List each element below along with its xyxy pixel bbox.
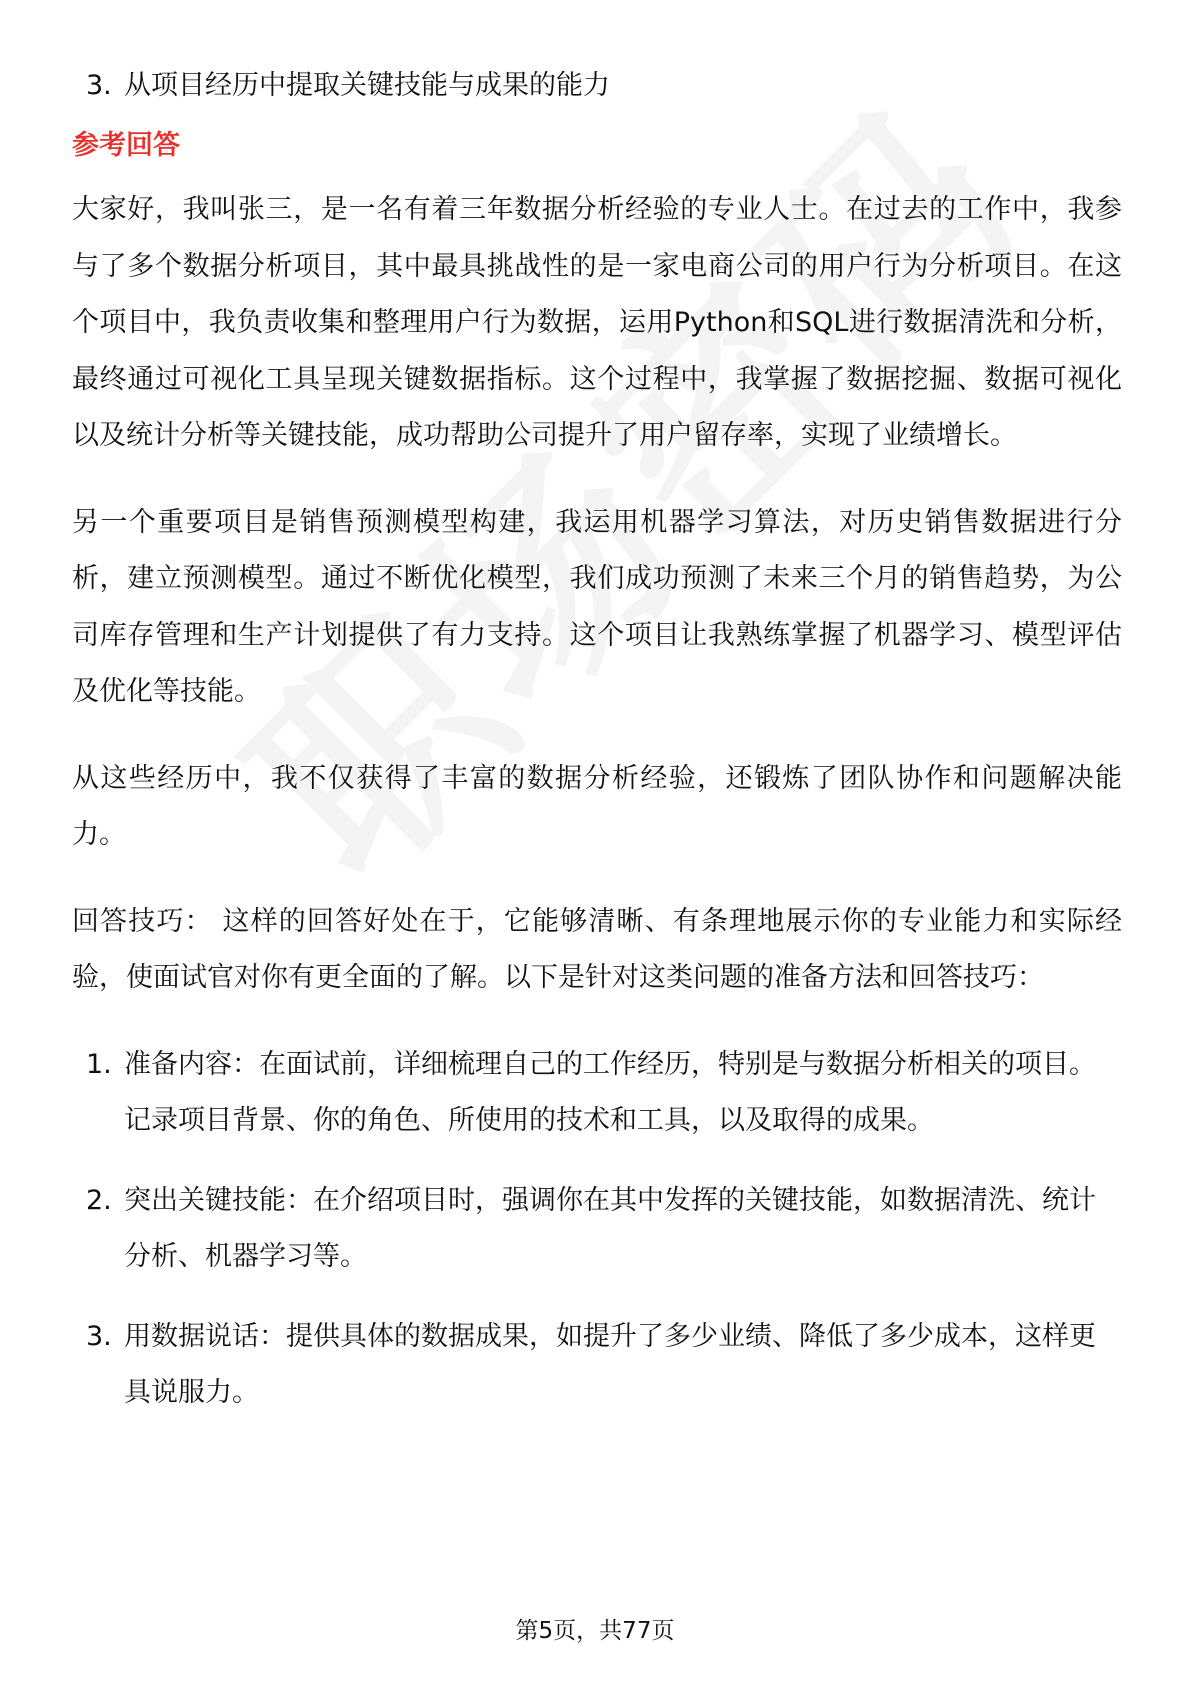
list-number: 3. <box>86 70 112 101</box>
paragraph-second-project: 另一个重要项目是销售预测模型构建，我运用机器学习算法，对历史销售数据进行分析，建立预测模型。通过不断优化模型，我们成功预测了未来三个月的销售趋势，为公司库存管理和生产计划提供了有力支持。这个项目让我熟练掌握了机器学习、模型评估及优化等技能。 <box>72 506 1122 707</box>
tip-text: 突出关键技能：在介绍项目时，强调你在其中发挥的关键技能，如数据清洗、统计分析、机器学习等。 <box>124 1184 1096 1272</box>
tip-number: 1. <box>86 1048 112 1080</box>
list-text: 从项目经历中提取关键技能与成果的能力 <box>124 70 610 101</box>
question-list-item <box>72 58 1122 114</box>
tip-item-2 <box>72 1173 1122 1285</box>
tip-number: 3. <box>86 1320 112 1352</box>
document-content <box>72 58 1122 1421</box>
paragraph-summary: 从这些经历中，我不仅获得了丰富的数据分析经验，还锻炼了团队协作和问题解决能力。 <box>72 762 1122 850</box>
paragraph-tips-intro: 回答技巧： 这样的回答好处在于，它能够清晰、有条理地展示你的专业能力和实际经验，使面试官对你有更全面的了解。以下是针对这类问题的准备方法和回答技巧： <box>72 905 1122 993</box>
tip-text: 准备内容：在面试前，详细梳理自己的工作经历，特别是与数据分析相关的项目。记录项目背景、你的角色、所使用的技术和工具，以及取得的成果。 <box>124 1048 1096 1136</box>
tip-item-1 <box>72 1037 1122 1149</box>
tip-text: 用数据说话：提供具体的数据成果，如提升了多少业绩、降低了多少成本，这样更具说服力。 <box>124 1320 1096 1408</box>
tip-item-3 <box>72 1309 1122 1421</box>
paragraph-intro: 大家好，我叫张三，是一名有着三年数据分析经验的专业人士。在过去的工作中，我参与了多个数据分析项目，其中最具挑战性的是一家电商公司的用户行为分析项目。在这个项目中，我负责收集和整理用户行为数据，运用Python和SQL进行数据清洗和分析，最终通过可视化工具呈现关键数据指标。这个过程中，我掌握了数据挖掘、数据可视化以及统计分析等关键技能，成功帮助公司提升了用户留存率，实现了业绩增长。 <box>72 194 1122 451</box>
page-footer: 第5页，共77页 <box>515 1618 675 1644</box>
answer-heading: 参考回答 <box>72 130 180 161</box>
tip-number: 2. <box>86 1184 112 1216</box>
